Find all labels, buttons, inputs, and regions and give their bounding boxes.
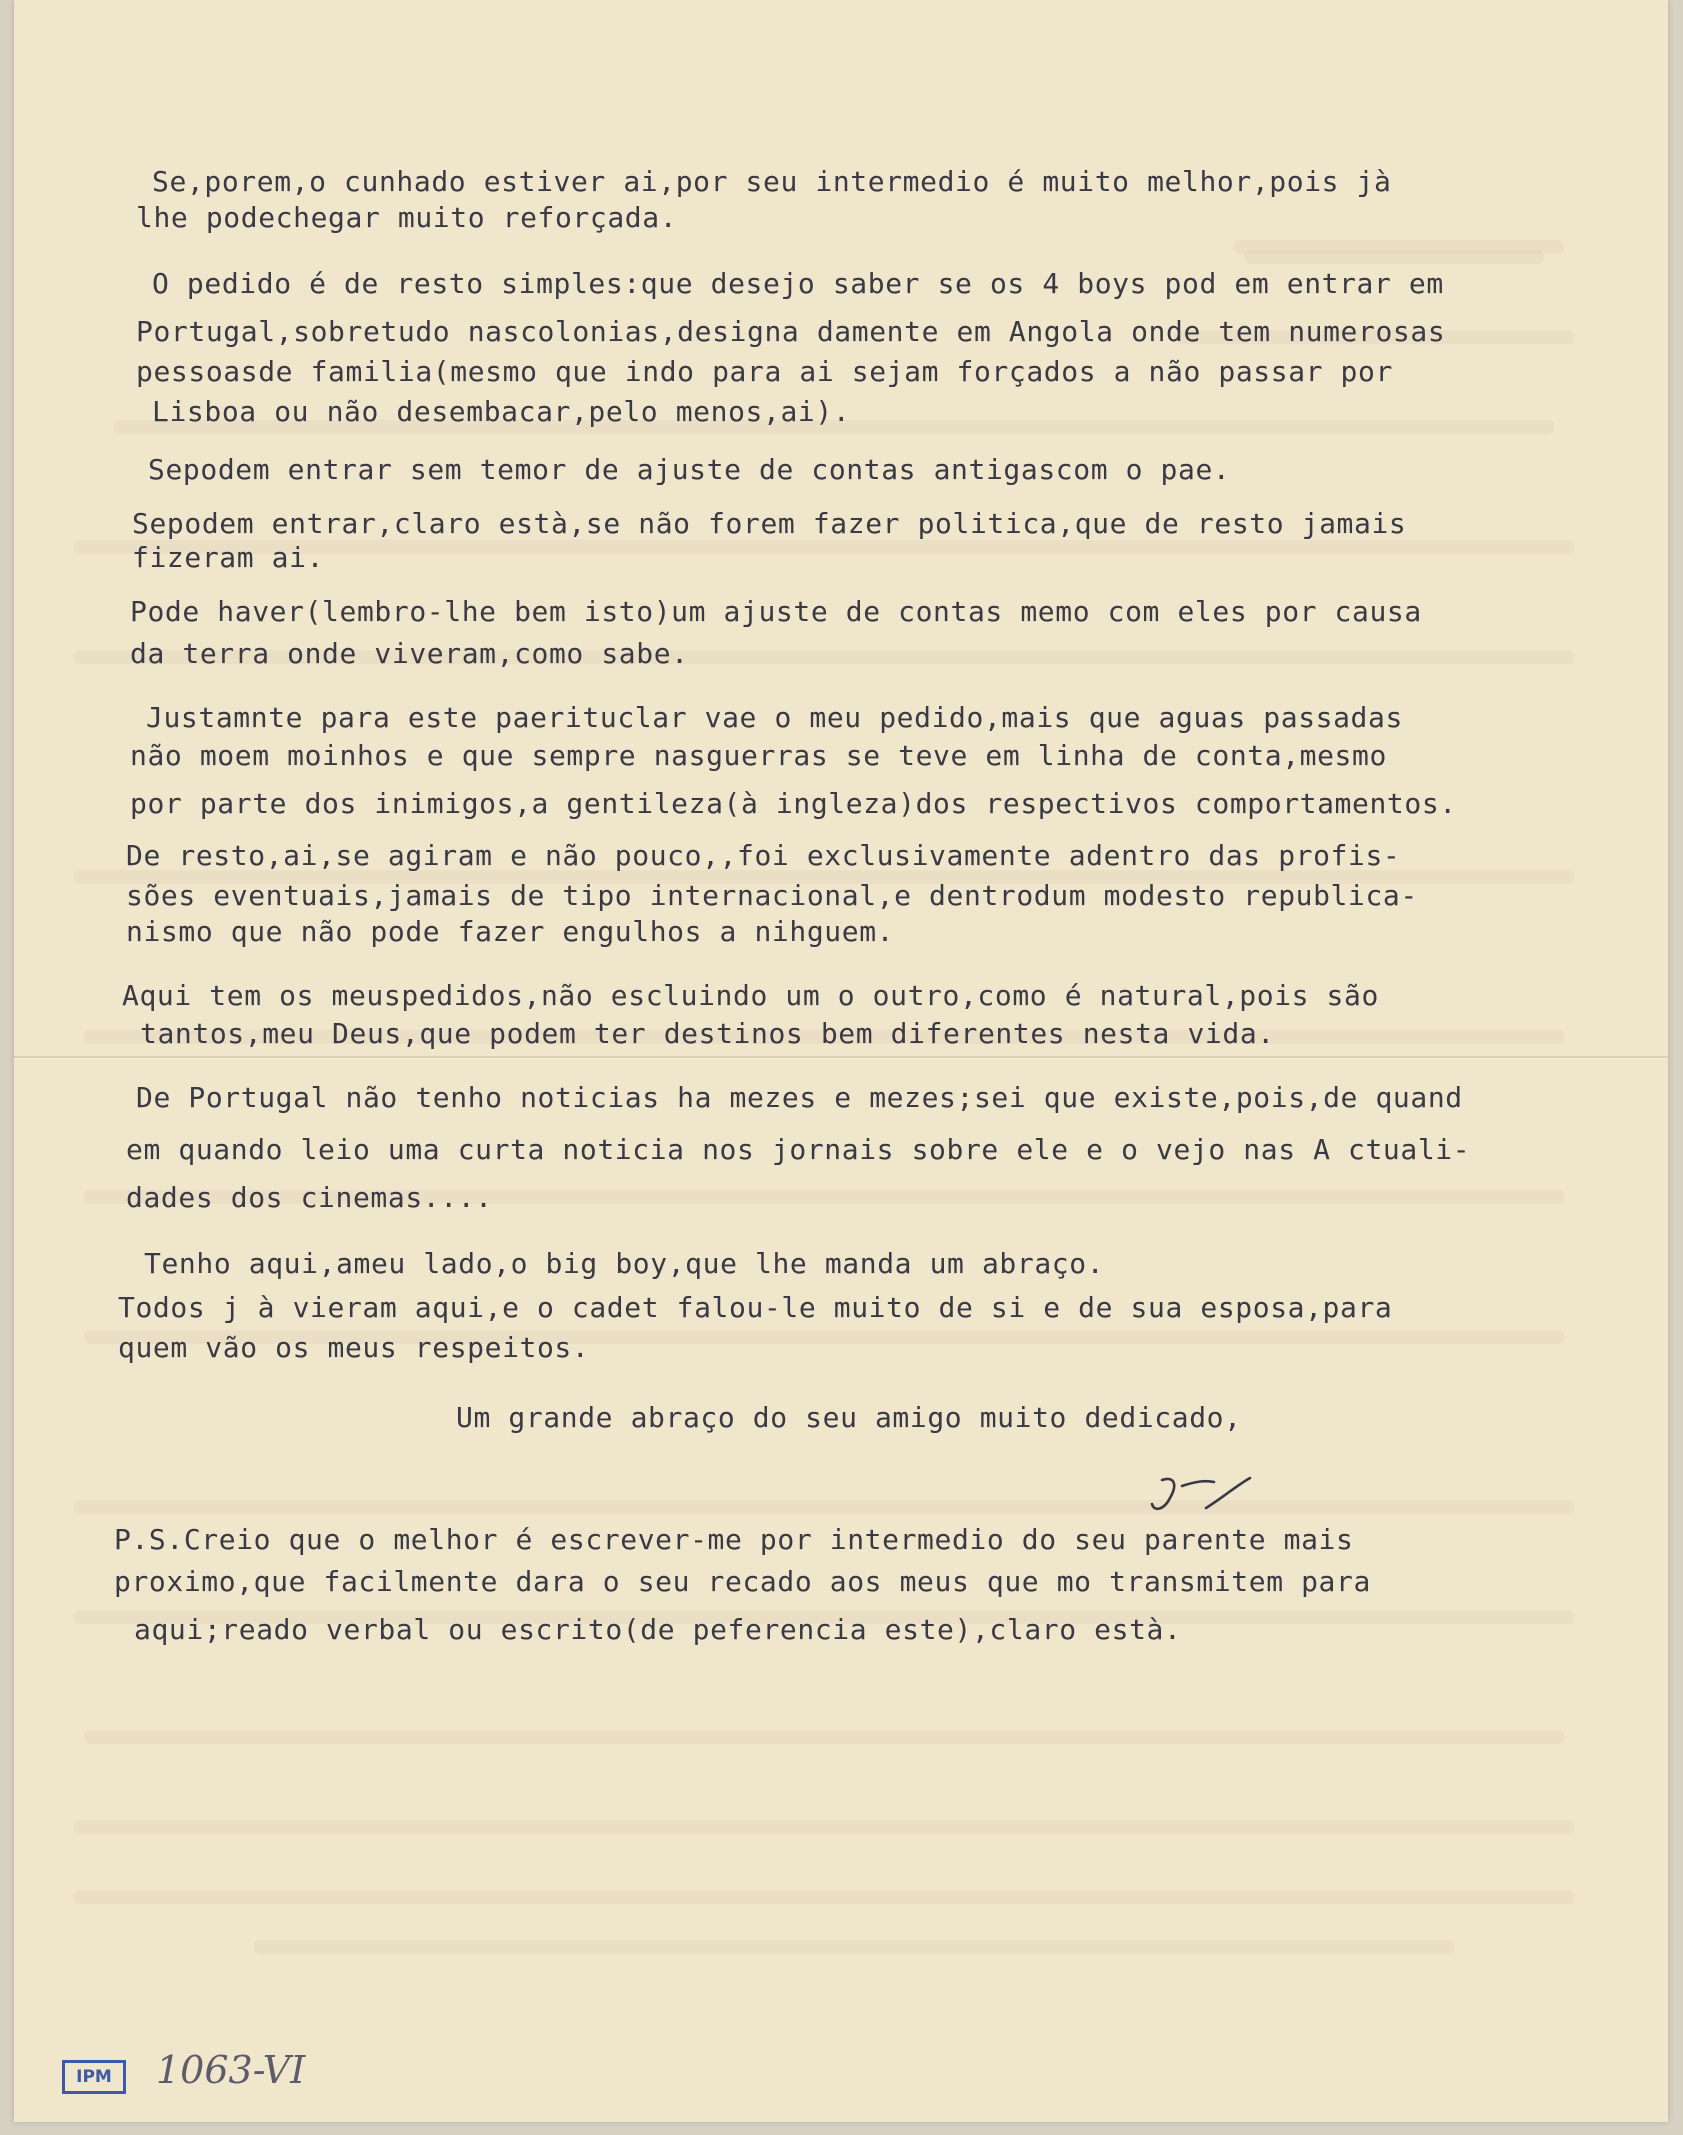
letter-line: Sepodem entrar,claro està,se não forem fazer politica,que de resto jamais [132, 507, 1407, 540]
letter-line: De resto,ai,se agiram e não pouco,,foi exclusivamente adentro das profis- [126, 839, 1401, 872]
postscript-line: P.S.Creio que o melhor é escrever-me por intermedio do seu parente mais [114, 1523, 1354, 1556]
letter-line: dades dos cinemas.... [126, 1181, 493, 1214]
letter-line: Se,porem,o cunhado estiver ai,por seu intermedio é muito melhor,pois jà [152, 165, 1392, 198]
letter-line: De Portugal não tenho noticias ha mezes e mezes;sei que existe,pois,de quand [136, 1081, 1463, 1114]
letter-line: nismo que não pode fazer engulhos a nihguem. [126, 915, 895, 948]
letter-line: quem vão os meus respeitos. [118, 1331, 590, 1364]
letter-line: Justamnte para este paerituclar vae o meu pedido,mais que aguas passadas [146, 701, 1403, 734]
letter-line: Pode haver(lembro-lhe bem isto)um ajuste de contas memo com eles por causa [130, 595, 1422, 628]
letter-line: Lisboa ou não desembacar,pelo menos,ai). [152, 395, 851, 428]
closing-line: Um grande abraço do seu amigo muito dedicado, [456, 1401, 1242, 1434]
letter-line: pessoasde familia(mesmo que indo para ai sejam forçados a não passar por [136, 355, 1393, 388]
letter-line: Portugal,sobretudo nascolonias,designa damente em Angola onde tem numerosas [136, 315, 1446, 348]
letter-line: em quando leio uma curta noticia nos jornais sobre ele e o vejo nas A ctuali- [126, 1133, 1471, 1166]
archive-stamp: IPM [62, 2060, 126, 2094]
archive-reference: 1063-VI [156, 2048, 306, 2092]
letter-line: fizeram ai. [132, 541, 325, 574]
letter-line: Todos j à vieram aqui,e o cadet falou-le muito de si e de sua esposa,para [118, 1291, 1393, 1324]
postscript-line: proximo,que facilmente dara o seu recado aos meus que mo transmitem para [114, 1565, 1371, 1598]
signature [1144, 1468, 1264, 1528]
postscript-line: aqui;reado verbal ou escrito(de peferencia este),claro està. [134, 1613, 1182, 1646]
letter-line: por parte dos inimigos,a gentileza(à ingleza)dos respectivos comportamentos. [130, 787, 1457, 820]
letter-line: não moem moinhos e que sempre nasguerras se teve em linha de conta,mesmo [130, 739, 1387, 772]
letter-line: Sepodem entrar sem temor de ajuste de contas antigascom o pae. [148, 453, 1231, 486]
letter-line: da terra onde viveram,como sabe. [130, 637, 689, 670]
letter-line: lhe podechegar muito reforçada. [136, 201, 678, 234]
letter-line: Aqui tem os meuspedidos,não escluindo um o outro,como é natural,pois são [122, 979, 1379, 1012]
letter-line: Tenho aqui,ameu lado,o big boy,que lhe manda um abraço. [144, 1247, 1105, 1280]
letter-page [14, 0, 1668, 2122]
letter-line: sões eventuais,jamais de tipo internacional,e dentrodum modesto republica- [126, 879, 1418, 912]
letter-line: O pedido é de resto simples:que desejo saber se os 4 boys pod em entrar em [152, 267, 1444, 300]
letter-line: tantos,meu Deus,que podem ter destinos bem diferentes nesta vida. [140, 1017, 1275, 1050]
paper-fold-line [14, 1056, 1668, 1059]
